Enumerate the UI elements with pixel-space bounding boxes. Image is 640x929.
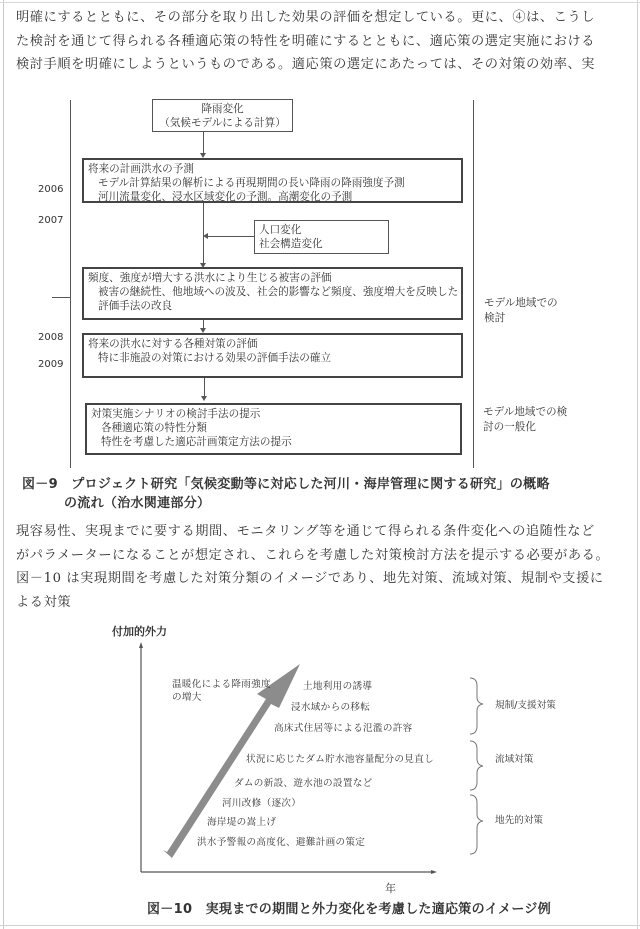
flow-box-item: 特性を考慮した適応計画策定方法の提示 — [101, 436, 292, 449]
category-label-regulation: 規制/支援対策 — [495, 700, 556, 711]
paragraph-line: 明確にするとともに、その部分を取り出した効果の評価を想定している。更に、④は、こうし — [16, 10, 596, 25]
year-label: 2006 — [38, 184, 64, 195]
flow-box-title: 対策実施シナリオの検討手法の提示 — [91, 408, 261, 420]
measure-label: 洪水予警報の高度化、避難計画の策定 — [197, 837, 366, 848]
year-label: 2008 — [38, 332, 64, 343]
side-note-line: モデル地域での — [484, 297, 558, 309]
flow-box-item: 被害の継続性、他地域への波及、社会的影響など頻度、強度増大を反映した — [98, 286, 459, 299]
measure-label: 高床式住居等による氾濫の許容 — [274, 723, 413, 734]
paragraph-line: よる対策 — [16, 594, 72, 610]
measure-label: ダムの新設、遊水池の設置など — [234, 778, 373, 789]
paragraph-line: 検討手順を明確にしようというものである。適応策の選定にあたっては、その対策の効率、実 — [16, 57, 596, 72]
flow-box-item: 各種適応策の特性分類 — [101, 422, 207, 435]
paragraph-line: 現容易性、実現までに要する期間、モニタリング等を通じて得られる条件変化への追随性など — [16, 524, 595, 539]
flow-box-line: 人口変化 — [259, 224, 302, 236]
year-label: 2009 — [38, 359, 64, 370]
side-note-line: 検討 — [484, 312, 506, 324]
arrow-label-line: 温暖化による降雨強度 — [172, 679, 271, 690]
year-label: 2007 — [38, 215, 64, 226]
flow-box-title: 将来の洪水に対する各種対策の評価 — [88, 338, 258, 350]
arrow-label-line: の増大 — [172, 692, 202, 703]
flow-box-item: 特に非施設の対策における効果の評価手法の確立 — [98, 352, 332, 365]
flow-box-line: 社会構造変化 — [259, 238, 323, 251]
category-label-local: 地先的対策 — [495, 815, 543, 826]
flow-box-item: 評価手法の改良 — [98, 300, 173, 313]
x-axis-label: 年 — [385, 882, 396, 895]
figure-10-caption: 図－10 実現までの期間と外力変化を考慮した適応策のイメージ例 — [147, 902, 552, 917]
measure-label: 土地利用の誘導 — [303, 681, 373, 692]
x-axis-arrowhead — [431, 870, 437, 874]
flow-box-title: 降雨変化 — [201, 103, 244, 115]
flow-box-subtitle: （気候モデルによる計算） — [159, 117, 286, 130]
y-axis-label: 付加的外力 — [112, 625, 167, 638]
paragraph-line: た検討を通じて得られる各種適応策の特性を明確にするとともに、適応策の選定実施における — [16, 33, 596, 49]
figure-9-caption-line2: の流れ（治水関連部分） — [64, 496, 211, 511]
bracket-regulation — [470, 678, 483, 734]
measure-label: 状況に応じたダム貯水池容量配分の見直し — [246, 754, 434, 765]
bracket-basin — [470, 741, 483, 790]
arrow-label — [172, 678, 271, 704]
measure-label: 河川改修（逐次） — [222, 798, 302, 809]
flow-box-title: 頻度、強度が増大する洪水により生じる被害の評価 — [88, 272, 332, 284]
flow-box-item: モデル計算結果の解析による再現期間の長い降雨の降雨強度予測 — [98, 177, 405, 190]
category-label-basin: 流域対策 — [495, 754, 534, 765]
side-note-line: 討の一般化 — [483, 421, 536, 433]
y-axis-arrowhead — [139, 642, 143, 648]
bracket-local — [470, 795, 483, 854]
side-note-line: モデル地域での検 — [483, 406, 568, 418]
figure-9-caption-line1: 図－9 プロジェクト研究「気候変動等に対応した河川・海岸管理に関する研究」の概略 — [22, 477, 550, 492]
paragraph-line: がパラメーターになることが想定され、これらを考慮した対策検討方法を提示する必要がある。 — [16, 547, 610, 563]
paragraph-line: 図－10 は実現期間を考慮した対策分類のイメージであり、地先対策、流域対策、規制や支援に — [16, 571, 604, 586]
flow-box-item: 河川流量変化、浸水区域変化の予測。高潮変化の予測 — [98, 191, 353, 204]
measure-label: 浸水域からの移転 — [291, 702, 371, 713]
flow-box-title: 将来の計画洪水の予測 — [88, 163, 194, 175]
measure-label: 海岸堤の嵩上げ — [207, 817, 277, 828]
